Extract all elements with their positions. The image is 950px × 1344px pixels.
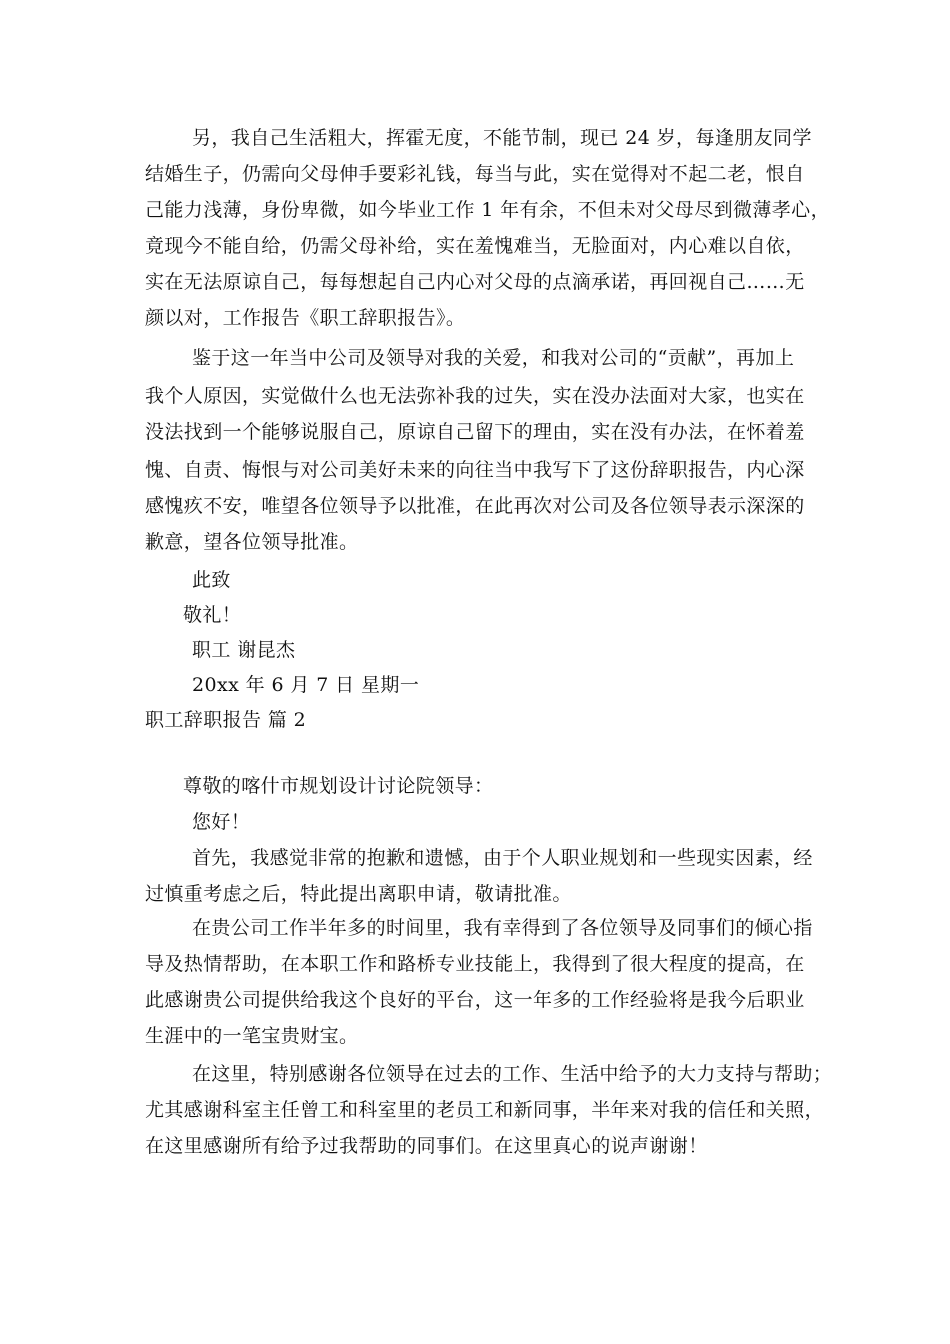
closing-cizhi: 此致 bbox=[192, 569, 231, 591]
letter2-salutation: 尊敬的喀什市规划设计讨论院领导： bbox=[183, 775, 494, 797]
letter2-para1-line-2: 过慎重考虑之后，特此提出离职申请，敬请批准。 bbox=[145, 883, 572, 905]
paragraph2-line-3: 没法找到一个能够说服自己，原谅自己留下的理由，实在没有办法，在怀着羞 bbox=[145, 421, 805, 443]
section-title: 职工辞职报告 篇 2 bbox=[145, 709, 307, 731]
letter2-para3-line-2: 尤其感谢科室主任曾工和科室里的老员工和新同事，半年来对我的信任和关照， bbox=[145, 1099, 825, 1121]
letter2-para2-line-2: 导及热情帮助，在本职工作和路桥专业技能上，我得到了很大程度的提高，在 bbox=[145, 953, 805, 975]
paragraph2-line-2: 我个人原因，实觉做什么也无法弥补我的过失，实在没办法面对大家，也实在 bbox=[145, 385, 805, 407]
paragraph1-line-4: 竟现今不能自给，仍需父母补给，实在羞愧难当，无脸面对，内心难以自依， bbox=[145, 235, 805, 257]
letter2-para2-line-3: 此感谢贵公司提供给我这个良好的平台，这一年多的工作经验将是我今后职业 bbox=[145, 989, 805, 1011]
letter2-para3-line-3: 在这里感谢所有给予过我帮助的同事们。在这里真心的说声谢谢！ bbox=[145, 1135, 708, 1157]
letter2-para2-line-4: 生涯中的一笔宝贵财宝。 bbox=[145, 1025, 359, 1047]
paragraph1-line-6: 颜以对，工作报告《职工辞职报告》。 bbox=[145, 307, 466, 329]
paragraph1-line-1: 另，我自己生活粗大，挥霍无度，不能节制，现已 24 岁，每逢朋友同学 bbox=[192, 127, 812, 149]
letter2-para3-line-1: 在这里，特别感谢各位领导在过去的工作、生活中给予的大力支持与帮助； bbox=[192, 1063, 833, 1085]
letter2-greeting: 您好！ bbox=[192, 811, 251, 833]
paragraph2-line-4: 愧、自责、悔恨与对公司美好未来的向往当中我写下了这份辞职报告，内心深 bbox=[145, 459, 805, 481]
paragraph1-line-5: 实在无法原谅自己，每每想起自己内心对父母的点滴承诺，再回视自己……无 bbox=[145, 271, 805, 293]
paragraph2-line-5: 感愧疚不安，唯望各位领导予以批准，在此再次对公司及各位领导表示深深的 bbox=[145, 495, 805, 517]
letter2-para1-line-1: 首先，我感觉非常的抱歉和遗憾，由于个人职业规划和一些现实因素，经 bbox=[192, 847, 813, 869]
letter2-para2-line-1: 在贵公司工作半年多的时间里，我有幸得到了各位领导及同事们的倾心指 bbox=[192, 917, 813, 939]
paragraph1-line-3: 己能力浅薄，身份卑微，如今毕业工作 1 年有余，不但未对父母尽到微薄孝心， bbox=[145, 199, 830, 221]
paragraph1-line-2: 结婚生子，仍需向父母伸手要彩礼钱，每当与此，实在觉得对不起二老，恨自 bbox=[145, 163, 805, 185]
closing-jingli: 敬礼！ bbox=[183, 604, 242, 626]
closing-date: 20xx 年 6 月 7 日 星期一 bbox=[192, 674, 420, 696]
paragraph2-line-6: 歉意，望各位领导批准。 bbox=[145, 531, 359, 553]
paragraph2-line-1: 鉴于这一年当中公司及领导对我的关爱，和我对公司的“贡献”，再加上 bbox=[192, 347, 795, 369]
closing-signature: 职工 谢昆杰 bbox=[192, 639, 296, 661]
